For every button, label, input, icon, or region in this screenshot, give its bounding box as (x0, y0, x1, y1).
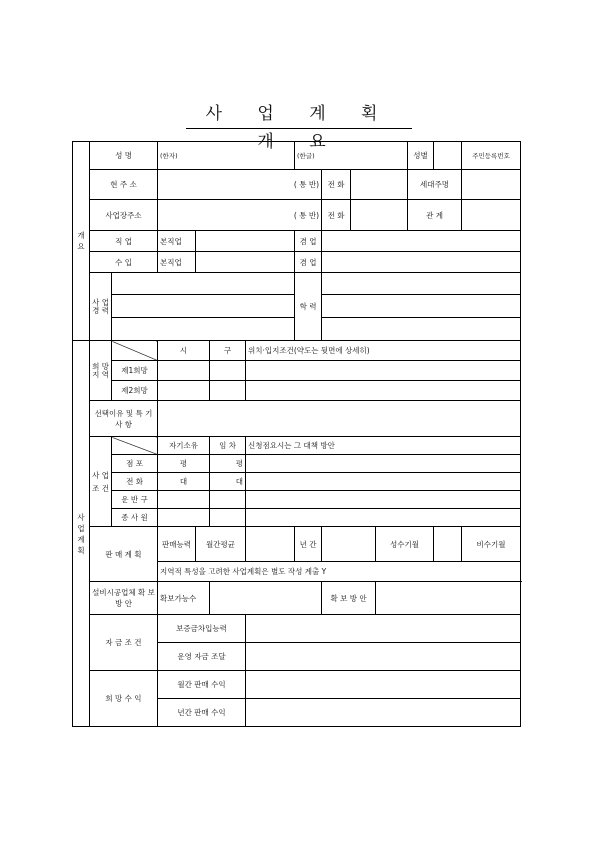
second-choice-location[interactable] (246, 381, 521, 401)
operating-fund-label: 운영 자금 조달 (158, 643, 246, 671)
transport-label: 운 반 구 (112, 491, 158, 509)
facility-label: 설비시공업체 확 보 방 안 (90, 582, 158, 615)
employee-rent[interactable] (210, 509, 246, 527)
expected-profit-label: 희 망 수 익 (90, 671, 158, 727)
hope-area-label: 희 망 지 역 (90, 341, 112, 401)
career-row-1[interactable] (112, 273, 295, 295)
main-job-label: 본직업 (158, 231, 196, 252)
second-choice-label: 제2희망 (112, 381, 158, 401)
gender-field[interactable] (434, 142, 462, 170)
biz-address-label: 사업장주소 (90, 200, 158, 231)
secure-plan-label: 확 보 방 안 (322, 582, 376, 615)
main-job-field[interactable] (196, 231, 295, 252)
side-job-field[interactable] (322, 231, 521, 252)
education-label: 학 력 (295, 273, 322, 341)
section-plan-label: 사 업 계 획 (73, 341, 90, 727)
side-job-label: 겸 업 (295, 231, 322, 252)
career-row-3[interactable] (112, 318, 295, 341)
city-label: 시 (158, 341, 210, 361)
biz-phone-field[interactable] (351, 200, 408, 231)
monthly-avg-label: 월간평균 (196, 527, 246, 562)
business-plan-form (72, 141, 521, 727)
gu-label: 구 (210, 341, 246, 361)
page-title: 사 업 계 획 개 요 (186, 100, 412, 129)
phone-cond-label: 전 화 (112, 473, 158, 491)
biz-condition-label: 사 업 조 건 (90, 437, 112, 527)
rent-plan-label: 신청점요시는 그 대책 방안 (246, 437, 521, 455)
rent-label: 임 차 (210, 437, 246, 455)
hope-area-diagonal (112, 341, 158, 361)
employee-plan-field[interactable] (246, 509, 521, 527)
name-hanja-field[interactable]: (한자) (158, 142, 295, 170)
sales-capacity-label: 판매능력 (158, 527, 196, 562)
sales-plan-label: 판 매 계 획 (90, 527, 158, 582)
reason-label: 선택이유 및 특 기 사 항 (90, 401, 158, 437)
biz-phone-label: 전 화 (322, 200, 351, 231)
education-row-1[interactable] (322, 273, 521, 295)
section-overview-label: 개 요 (73, 142, 90, 341)
operating-fund-field[interactable] (246, 643, 521, 671)
address-phone-field[interactable] (351, 170, 408, 200)
address-phone-label: 전 화 (322, 170, 351, 200)
education-row-2[interactable] (322, 295, 521, 318)
annual-sales-profit-field[interactable] (246, 699, 521, 727)
main-income-label: 본직업 (158, 252, 196, 273)
address-field[interactable]: ( 통 반) (158, 170, 322, 200)
gender-label: 성별 (408, 142, 434, 170)
main-income-field[interactable] (196, 252, 295, 273)
monthly-avg-field[interactable] (246, 527, 295, 562)
second-choice-city[interactable] (158, 381, 210, 401)
fund-label: 자 금 조 건 (90, 615, 158, 671)
phone-plan-field[interactable] (246, 473, 521, 491)
side-income-label: 겸 업 (295, 252, 322, 273)
store-own-pyeong[interactable]: 평 (158, 455, 210, 473)
relation-label: 관 계 (408, 200, 462, 231)
peak-month-label: 성수기월 (376, 527, 434, 562)
name-label: 성 명 (90, 142, 158, 170)
transport-plan-field[interactable] (246, 491, 521, 509)
address-label: 현 주 소 (90, 170, 158, 200)
deposit-ability-label: 보증금차입능력 (158, 615, 246, 643)
first-choice-location[interactable] (246, 361, 521, 381)
peak-month-field[interactable] (434, 527, 462, 562)
income-label: 수 입 (90, 252, 158, 273)
deposit-ability-field[interactable] (246, 615, 521, 643)
employee-own[interactable] (158, 509, 210, 527)
store-rent-pyeong[interactable]: 평 (210, 455, 246, 473)
secure-possible-field[interactable] (210, 582, 322, 615)
resident-no-label: 주민등록번호 (462, 142, 521, 170)
first-choice-city[interactable] (158, 361, 210, 381)
first-choice-label: 제1희망 (112, 361, 158, 381)
own-label: 자기소유 (158, 437, 210, 455)
relation-field[interactable] (462, 200, 521, 231)
reason-field[interactable] (158, 401, 521, 437)
name-hangul-field[interactable]: (한글) (295, 142, 408, 170)
education-row-3[interactable] (322, 318, 521, 341)
transport-own[interactable] (158, 491, 210, 509)
side-income-field[interactable] (322, 252, 521, 273)
regional-note: 지역적 특성을 고려한 사업계획은 별도 작성 계출 Y (158, 562, 521, 582)
off-month-label: 비수기월 (462, 527, 521, 562)
first-choice-gu[interactable] (210, 361, 246, 381)
phone-rent-dae[interactable]: 대 (210, 473, 246, 491)
secure-possible-label: 확보가능수 (158, 582, 210, 615)
second-choice-gu[interactable] (210, 381, 246, 401)
job-label: 직 업 (90, 231, 158, 252)
annual-label: 년 간 (295, 527, 322, 562)
biz-address-field[interactable]: ( 통 반) (158, 200, 322, 231)
career-row-2[interactable] (112, 295, 295, 318)
annual-sales-profit-label: 년간 판매 수익 (158, 699, 246, 727)
monthly-sales-profit-label: 월간 판매 수익 (158, 671, 246, 699)
annual-field[interactable] (322, 527, 376, 562)
secure-plan-field[interactable] (376, 582, 521, 615)
householder-field[interactable] (462, 170, 521, 200)
location-condition-label: 위치·입지조건(약도는 뒷면에 상세히) (246, 341, 521, 361)
store-plan-field[interactable] (246, 455, 521, 473)
biz-condition-diagonal (112, 437, 158, 455)
employee-label: 종 사 원 (112, 509, 158, 527)
phone-own-dae[interactable]: 대 (158, 473, 210, 491)
career-label: 사 업 경 력 (90, 273, 112, 341)
transport-rent[interactable] (210, 491, 246, 509)
householder-label: 세대주명 (408, 170, 462, 200)
monthly-sales-profit-field[interactable] (246, 671, 521, 699)
store-label: 점 포 (112, 455, 158, 473)
